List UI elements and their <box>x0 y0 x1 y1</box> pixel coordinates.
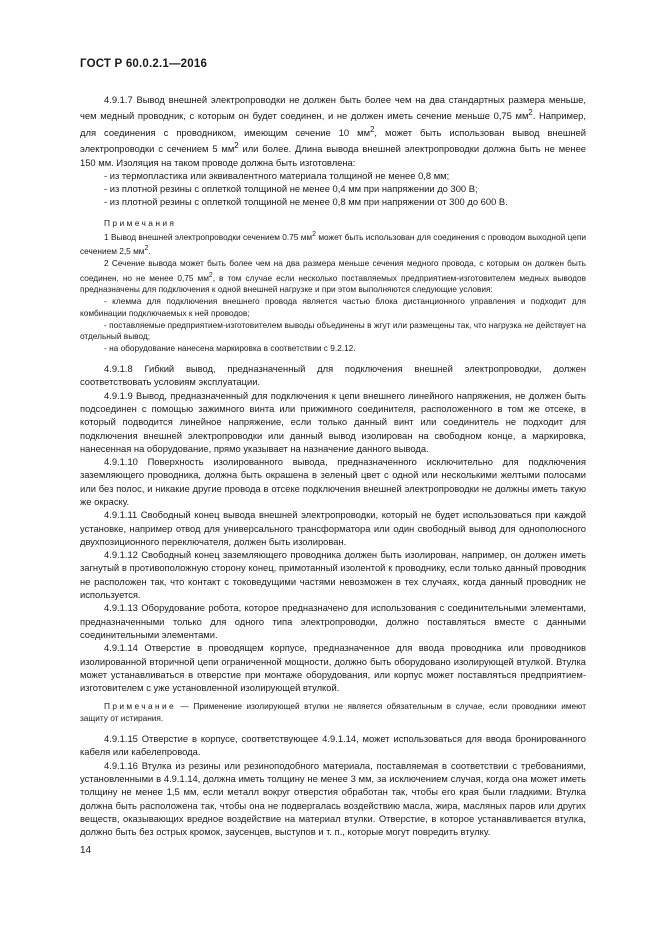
list-item: - из плотной резины с оплеткой толщиной не менее 0,8 мм при напряжении от 300 до 600 В. <box>104 196 508 208</box>
page-number: 14 <box>80 845 92 856</box>
paragraph-4-9-1-10: 4.9.1.10 Поверхность изолированного вывода, предназначенного исключительно для подключения заземляющего проводника, должна быть окрашена в зеленый цвет с одной или несколькими желтыми полосами или без полос, и никакие другие провода в отсеке подключения внешней электропроводки не должны иметь такую же окраску. <box>80 456 586 507</box>
paragraph-4-9-1-16: 4.9.1.16 Втулка из резины или резиноподобного материала, поставляемая в соответствии с требованиями, установленными в 4.9.1.14, должна иметь толщину не менее 3 мм, за исключением случая, когда она может иметь толщину не менее 1,5 мм, если металл вокруг отверстия обработан так, чтобы его края были гладкими. Втулка должна быть расположена так, чтобы она не подвергалась воздействию масла, жира, масляных паров или других веществ, оказывающих вредное воздействие на материал втулки. Отверстие, в которое устанавливается втулка, должно быть без острых кромок, заусенцев, выступов и т. п., которые могут повредить втулку. <box>80 759 586 838</box>
notes-heading: Примечания <box>104 217 177 228</box>
note-bushing: Примечание — Применение изолирующей втулки не является обязательным в случае, если проводники имеют защиту от истирания. <box>80 701 586 724</box>
note-list-item: - поставляемые предприятием-изготовителем выводы объединены в жгут или размещены так, что нагрузка не действует на отдельный вывод; <box>80 319 586 342</box>
note-2: 2 Сечение вывода может быть более чем на два размера меньше сечения медного провода, с которым он должен быть соединен, но не менее 0,75 $мм^2$, в том случае если несколько поставляемых предприятием-изготовителем медных выводов предназначены для подключения к одной внешней нагрузке и при этом выполняются следующие условия: <box>80 257 586 295</box>
paragraph-4-9-1-12: 4.9.1.12 Свободный конец заземляющего проводника должен быть изолирован, например, он должен иметь загнутый в противоположную сторону конец, примотанный изолентой к проводнику, если только данный проводник не расположен так, что контакт с токоведущими частями невозможен в тех случаях, когда данный проводник не используется. <box>80 549 586 601</box>
paragraph-4-9-1-9: 4.9.1.9 Вывод, предназначенный для подключения к цепи внешнего линейного напряжения, не должен быть подсоединен с помощью зажимного винта или прижимного соединителя, расположенного в том же отсеке, в который подводится линейное напряжение, если только данный винт или соединитель не подходит для подключения внешней электропроводки или данный вывод изолирован на свободном конце, а маркировка, нанесенная на оборудование, прямо указывает на назначение данного вывода. <box>80 389 586 454</box>
list-item: - из плотной резины с оплеткой толщиной не менее 0,4 мм при напряжении до 300 В; <box>104 183 478 195</box>
document-header: ГОСТ Р 60.0.2.1—2016 <box>80 58 208 70</box>
paragraph-4-9-1-14: 4.9.1.14 Отверстие в проводящем корпусе, предназначенное для ввода проводника или проводников изолированной вторичной цепи ограниченной мощности, должно быть оборудовано изолирующей втулкой. Втулка может устанавливаться в отверстие при монтаже оборудования, или корпус может поставляться предприятием-изготовителем с уже установленной изолирующей втулкой. <box>80 642 586 694</box>
paragraph-4-9-1-15: 4.9.1.15 Отверстие в корпусе, соответствующее 4.9.1.14, может использоваться для ввода бронированного кабеля или кабелепровода. <box>80 733 586 758</box>
paragraph-4-9-1-8: 4.9.1.8 Гибкий вывод, предназначенный для подключения внешней электропроводки, должен соответствовать условиям эксплуатации. <box>80 363 586 388</box>
note-1: 1 Вывод внешней электропроводки сечением 0.75 $мм^2$ может быть использован для соединения с проводом выходной цепи сечением 2,5 $мм^2$. <box>80 230 586 257</box>
paragraph-4-9-1-13: 4.9.1.13 Оборудование робота, которое предназначено для использования с соединительными элементами, предназначенными только для одного типа электропроводки, должно поставляться вместе с данными соединительными элементами. <box>80 602 586 640</box>
paragraph-4-9-1-11: 4.9.1.11 Свободный конец вывода внешней электропроводки, который не будет использоваться при каждой установке, например отвод для универсального трансформатора или один свободный вывод для однополюсного двухпозиционного переключателя, должен быть изолирован. <box>80 509 586 547</box>
page-content <box>80 93 586 838</box>
note-list-item: - на оборудование нанесена маркировка в соответствии с 9.2.12. <box>104 343 356 354</box>
paragraph-4-9-1-7: 4.9.1.7 Вывод внешней электропроводки не должен быть более чем на два стандартных размера меньше, чем медный проводник, с которым он будет соединен, и не должен иметь сечение меньше 0,75 $мм^2$. Например, для соединения с проводником, имеющим сечение 10 $мм^2$, может быть использован вывод внешней электропроводки с сечением 5 $мм^2$ или более. Длина вывода внешней электропроводки должна быть не менее 150 мм. Изоляция на таком проводе должна быть изготовлена: <box>80 94 586 168</box>
note-list-item: - клемма для подключения внешнего провода является частью блока дистанционного управления и подходит для комбинации подключаемых к ней проводов; <box>80 296 586 318</box>
list-item: - из термопластика или эквивалентного материала толщиной не менее 0,8 мм; <box>104 169 450 181</box>
